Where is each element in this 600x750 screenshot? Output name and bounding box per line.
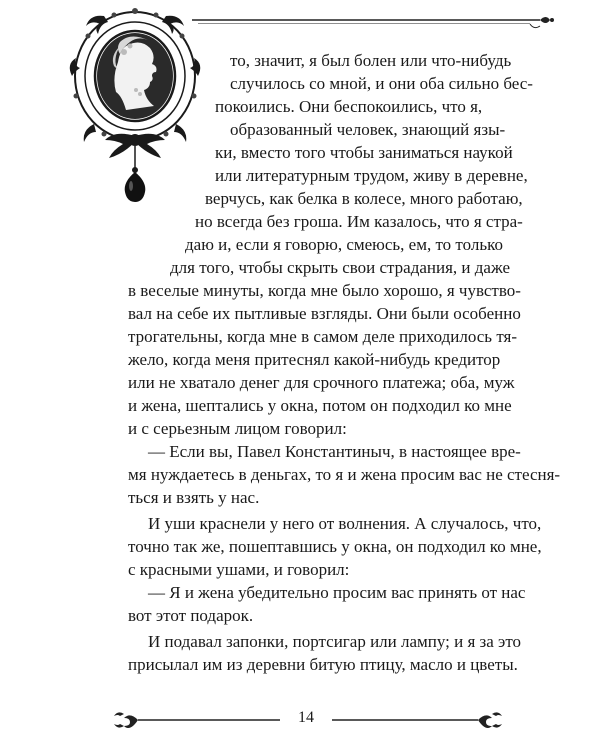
right-flourish-icon [478, 712, 502, 728]
text-line: то, значит, я был болен или что-нибудь [230, 51, 512, 70]
text-line: точно так же, пошептавшись у окна, он подходил ко мне, [128, 537, 542, 556]
text-line: покоились. Они беспокоились, что я, [215, 97, 483, 116]
text-line: и с серьезным лицом говорил: [128, 419, 347, 438]
text-line: вал на себе их пытливые взгляды. Они были особенно [128, 304, 521, 323]
cameo-pendant-illustration [64, 6, 206, 204]
text-line: или не хватало денег для срочного платежа; оба, муж [128, 373, 515, 392]
text-line: — Я и жена убедительно просим вас принять от нас [148, 583, 526, 602]
page-number: 14 [298, 709, 314, 726]
text-line: вот этот подарок. [128, 606, 254, 625]
text-line: случилось со мной, и они оба сильно бес- [230, 74, 533, 93]
text-line: в веселые минуты, когда мне было хорошо, я чувство- [128, 281, 521, 300]
text-line: и жена, шептались у окна, потом он подходил ко мне [128, 396, 512, 415]
text-line: даю и, если я говорю, смеюсь, ем, то только [185, 235, 504, 254]
text-line: И уши краснели у него от волнения. А случалось, что, [148, 514, 542, 533]
text-line: но всегда без гроша. Им казалось, что я стра- [195, 212, 523, 231]
text-line: жело, когда меня притеснял какой-нибудь кредитор [128, 350, 501, 369]
text-line: или литературным трудом, живу в деревне, [215, 166, 528, 185]
text-line: трогательны, когда мне в самом деле приходилось тя- [128, 327, 517, 346]
left-flourish-icon [114, 712, 138, 728]
rule-end-flourish-icon [530, 17, 554, 28]
text-line: верчусь, как белка в колесе, много работаю, [205, 189, 523, 208]
text-line: ться и взять у нас. [128, 488, 260, 507]
teardrop-jewel-icon [125, 172, 146, 202]
text-line: присылал им из деревни битую птицу, масло и цветы. [128, 655, 518, 674]
text-line: И подавал запонки, портсигар или лампу; и я за это [148, 632, 522, 651]
text-line: образованный человек, знающий язы- [230, 120, 506, 139]
text-line: мя нуждаетесь в деньгах, то я и жена просим вас не стесня- [128, 465, 561, 484]
text-line: с красными ушами, и говорил: [128, 560, 350, 579]
text-line: ки, вместо того чтобы заниматься наукой [215, 143, 513, 162]
text-line: — Если вы, Павел Константиныч, в настоящее вре- [148, 442, 521, 461]
text-line: для того, чтобы скрыть свои страдания, и даже [170, 258, 511, 277]
